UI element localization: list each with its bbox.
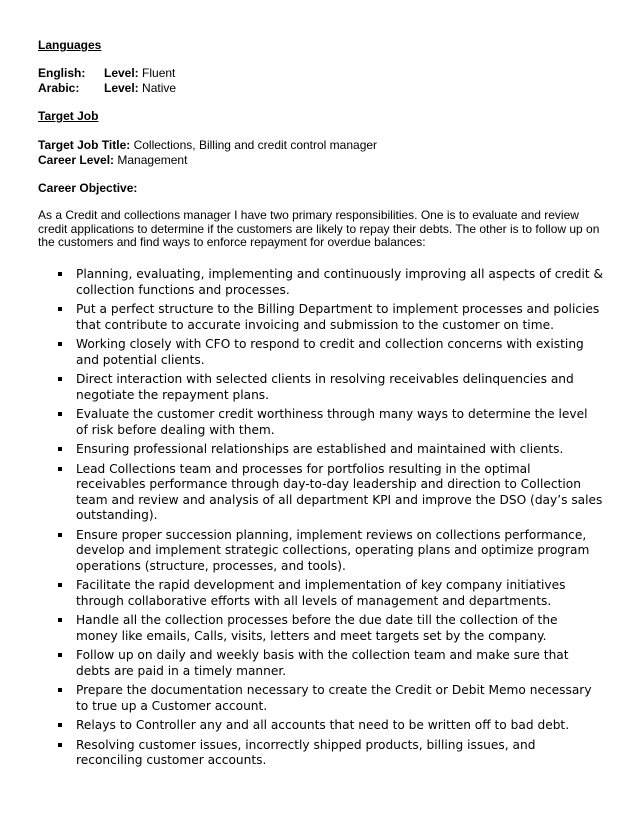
list-item: [38, 302, 603, 333]
square-bullet-icon: [58, 618, 62, 622]
list-item-text: Working closely with CFO to respond to credit and collection concerns with existing and potential clients.: [76, 337, 584, 367]
language-row-arabic: [38, 81, 338, 95]
square-bullet-icon: [58, 723, 62, 727]
list-item: [38, 528, 603, 575]
list-item-text: Lead Collections team and processes for portfolios resulting in the optimal receivables performance through day-to-day leadership and direction to Collection team and review and analysis of all department KPI and improve the DSO (day’s sales outstanding).: [76, 461, 603, 522]
languages-heading: Languages: [38, 38, 102, 52]
list-item-text: Direct interaction with selected clients in resolving receivables delinquencies and negotiate the repayment plans.: [76, 372, 574, 402]
target-job-title-label: Target Job Title:: [38, 138, 131, 152]
list-item-text: Ensuring professional relationships are established and maintained with clients.: [76, 442, 564, 456]
list-item: [38, 613, 603, 644]
list-item-text: Follow up on daily and weekly basis with the collection team and make sure that debts are paid in a timely manner.: [76, 648, 569, 678]
list-item: [38, 337, 603, 368]
list-item-text: Prepare the documentation necessary to create the Credit or Debit Memo necessary to true up a Customer account.: [76, 683, 592, 713]
list-item: [38, 718, 603, 734]
list-item-text: Facilitate the rapid development and implementation of key company initiatives through collaborative efforts with all levels of management and departments.: [76, 578, 566, 608]
list-item: [38, 738, 603, 769]
language-name: English:: [38, 66, 86, 80]
career-objective-heading: Career Objective:: [38, 181, 138, 195]
career-level-label: Career Level:: [38, 153, 115, 167]
square-bullet-icon: [58, 743, 62, 747]
list-item: [38, 648, 603, 679]
career-level-value: Management: [117, 153, 188, 167]
list-item: [38, 578, 603, 609]
list-item-text: Planning, evaluating, implementing and continuously improving all aspects of credit & collection functions and processes.: [76, 267, 603, 297]
language-level: Level: Fluent: [104, 66, 176, 80]
list-item-text: Resolving customer issues, incorrectly shipped products, billing issues, and reconciling customer accounts.: [76, 737, 536, 767]
square-bullet-icon: [58, 412, 62, 416]
target-job-title-value: Collections, Billing and credit control manager: [133, 138, 378, 152]
list-item: [38, 407, 603, 438]
square-bullet-icon: [58, 272, 62, 276]
square-bullet-icon: [58, 688, 62, 692]
objective-paragraph: As a Credit and collections manager I have two primary responsibilities. One is to evaluate and review credit applications to determine if the customers are likely to repay their debts. The other is to follow up on the customers and find ways to enforce repayment for overdue balances:: [38, 208, 600, 249]
square-bullet-icon: [58, 533, 62, 537]
square-bullet-icon: [58, 653, 62, 657]
language-level: Level: Native: [104, 81, 177, 95]
list-item: [38, 442, 603, 458]
language-row-english: [38, 66, 338, 80]
square-bullet-icon: [58, 467, 62, 471]
list-item-text: Evaluate the customer credit worthiness through many ways to determine the level of risk before dealing with them.: [76, 407, 588, 437]
list-item: [38, 372, 603, 403]
list-item-text: Handle all the collection processes before the due date till the collection of the money like emails, Calls, visits, letters and meet targets set by the company.: [76, 613, 558, 643]
list-item-text: Put a perfect structure to the Billing Department to implement processes and policies that contribute to accurate invoicing and submission to the customer on time.: [76, 302, 600, 332]
language-name: Arabic:: [38, 81, 80, 95]
list-item: [38, 267, 603, 298]
list-item-text: Relays to Controller any and all accounts that need to be written off to bad debt.: [76, 718, 570, 732]
list-item: [38, 683, 603, 714]
square-bullet-icon: [58, 307, 62, 311]
career-level-row: [38, 153, 187, 167]
square-bullet-icon: [58, 583, 62, 587]
square-bullet-icon: [58, 377, 62, 381]
target-job-heading: Target Job: [38, 109, 99, 123]
square-bullet-icon: [58, 447, 62, 451]
list-item: [38, 462, 603, 524]
list-item-text: Ensure proper succession planning, implement reviews on collections performance, develop and implement strategic collections, operating plans and optimize program operations (structure, processes, and tools).: [76, 527, 590, 573]
objective-bullet-list: [38, 267, 603, 773]
target-job-title-row: [38, 138, 377, 152]
square-bullet-icon: [58, 342, 62, 346]
